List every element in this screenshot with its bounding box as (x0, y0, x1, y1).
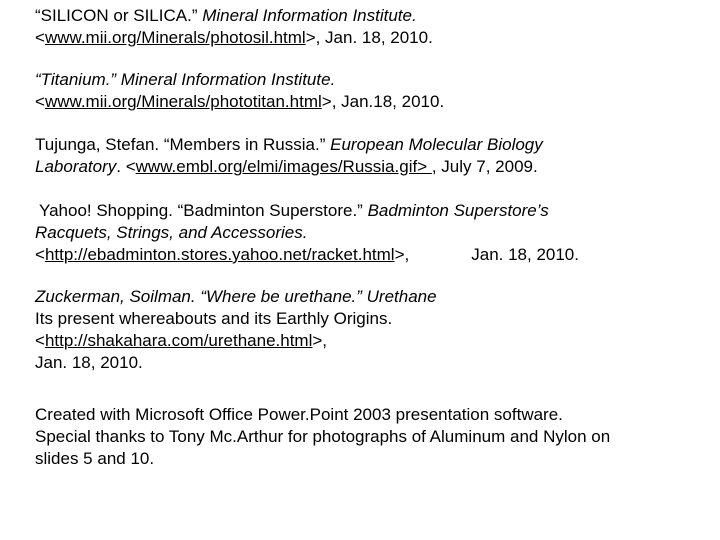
reference-link[interactable]: www.embl.org/elmi/images/Russia.gif> (135, 157, 432, 176)
reference-link[interactable]: http://ebadminton.stores.yahoo.net/racket.html (44, 245, 395, 264)
journal-title: Laboratory (35, 157, 117, 176)
source-title: “Titanium.” Mineral Information Institute. (35, 70, 336, 89)
access-date: Jan. 18, 2010. (35, 353, 143, 372)
source-title: Racquets, Strings, and Accessories. (35, 223, 308, 242)
source-title: Mineral Information Institute. (202, 6, 417, 25)
credits-note: Created with Microsoft Office Power.Point 2003 presentation software. Special thanks to Tony Mc.Arthur for photographs of Aluminum and Nylon on slides 5 and 10. (35, 405, 611, 468)
reference-urethane: Zuckerman, Soilman. “Where be urethane.” Urethane Its present whereabouts and its Earthly Origins. <http://shakahara.com/urethane.html>, Jan. 18, 2010. (35, 287, 437, 372)
source-title: Badminton Superstore’s (367, 201, 549, 220)
reference-link[interactable]: http://shakahara.com/urethane.html (44, 331, 313, 350)
quote-title: “SILICON or SILICA.” (35, 6, 198, 25)
reference-silicon: “SILICON or SILICA.” Mineral Information Institute. <www.mii.org/Minerals/photosil.html>, Jan. 18, 2010. (35, 6, 433, 47)
reference-link[interactable]: www.mii.org/Minerals/photosil.html (44, 28, 306, 47)
reference-titanium: “Titanium.” Mineral Information Institute. <www.mii.org/Minerals/phototitan.html>, Jan.18, 2010. (35, 70, 445, 111)
reference-link[interactable]: www.mii.org/Minerals/phototitan.html (44, 92, 322, 111)
reference-russia: Tujunga, Stefan. “Members in Russia.” European Molecular Biology Laboratory. <www.embl.org/elmi/images/Russia.gif> , July 7, 2009. (35, 135, 543, 176)
reference-badminton: Yahoo! Shopping. “Badminton Superstore.” Badminton Superstore’s Racquets, Strings, and Accessories. <http://ebadminton.stores.yahoo.net/racket.html>, Jan. 18, 2010. (35, 201, 579, 264)
journal-title: European Molecular Biology (330, 135, 543, 154)
access-date: Jan. 18, 2010. (471, 245, 579, 264)
